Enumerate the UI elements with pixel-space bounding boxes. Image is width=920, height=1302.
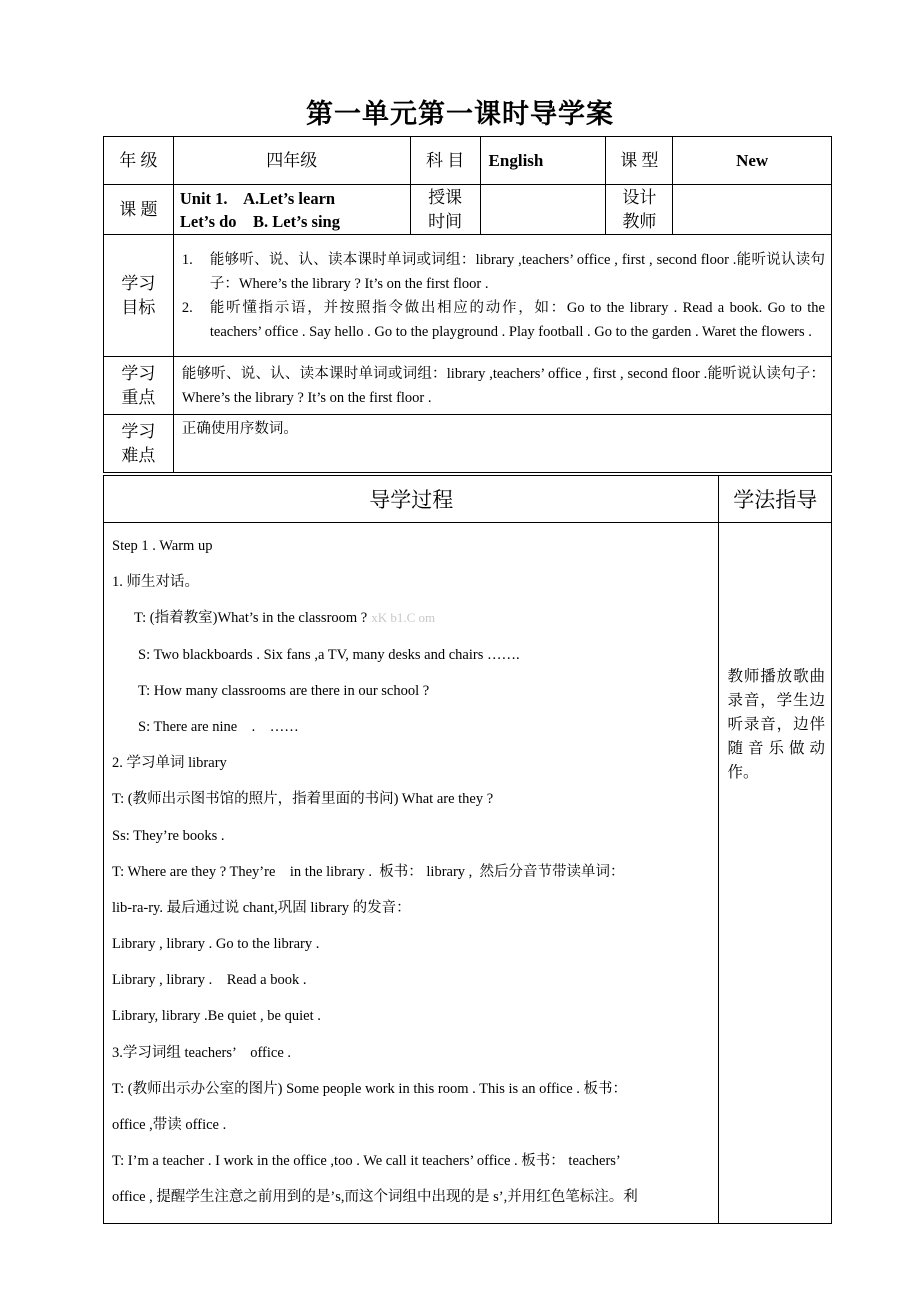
process-line: S: There are nine . …… bbox=[138, 718, 299, 735]
process-line bbox=[112, 603, 710, 639]
process-header: 导学过程 bbox=[104, 476, 719, 523]
lesson-info-table bbox=[103, 136, 832, 473]
teaching-time-label bbox=[410, 185, 480, 235]
teaching-time-label-line-2: 时间 bbox=[428, 211, 463, 231]
subject-label: 科 目 bbox=[410, 137, 480, 185]
process-line: Library, library .Be quiet , be quiet . bbox=[112, 1008, 321, 1025]
key-points-label-line-1: 学习 bbox=[121, 363, 156, 383]
goal-2-text: 能听懂指示语，并按照指令做出相应的动作，如：Go to the library . Read a book. Go to the teachers’ office . Say hello . Go to the playground . Play football . Go to the garden . Waret the flowers . bbox=[209, 299, 825, 340]
guide-header: 学法指导 bbox=[719, 476, 832, 523]
difficulties-label-line-2: 难点 bbox=[121, 445, 156, 465]
process-line: S: Two blackboards . Six fans ,a TV, many desks and chairs ……. bbox=[138, 646, 520, 663]
process-line-text: T: (指着教室)What’s in the classroom ? bbox=[134, 610, 368, 627]
goals-content bbox=[173, 235, 831, 357]
process-line: 1. 师生对话。 bbox=[112, 574, 199, 591]
process-line: 2. 学习单词 library bbox=[112, 755, 227, 772]
designer-label-line-1: 设计 bbox=[622, 187, 657, 207]
process-content bbox=[104, 523, 719, 1224]
difficulties-text: 正确使用序数词。 bbox=[173, 415, 831, 473]
key-points-text: 能够听、说、认、读本课时单词或词组：library ,teachers’ office , first , second floor .能听说认读句子：Where’s the library ? It’s on the first floor . bbox=[173, 357, 831, 415]
page-title: 第一单元第一课时导学案 bbox=[306, 99, 614, 129]
process-line: T: I’m a teacher . I work in the office ,too . We call it teachers’ office . 板书： teachers’ bbox=[112, 1153, 621, 1170]
process-line: Library , library . Read a book . bbox=[112, 972, 307, 989]
goal-item-2 bbox=[182, 296, 825, 344]
process-line: Ss: They’re books . bbox=[112, 827, 225, 844]
goals-label-line-2: 目标 bbox=[121, 297, 156, 317]
grade-value: 四年级 bbox=[173, 137, 410, 185]
goal-item-1 bbox=[182, 248, 825, 296]
goals-label-line-1: 学习 bbox=[121, 273, 156, 293]
key-points-label-line-2: 重点 bbox=[121, 387, 156, 407]
key-points-label bbox=[104, 357, 174, 415]
designer-label bbox=[606, 185, 673, 235]
process-line: T: How many classrooms are there in our school ? bbox=[138, 682, 430, 699]
goal-1-text: 能够听、说、认、读本课时单词或词组：library ,teachers’ office , first , second floor .能听说认读句子：Where’s the library ? It’s on the first floor . bbox=[209, 251, 825, 292]
process-line: Library , library . Go to the library . bbox=[112, 936, 320, 953]
process-line: T: Where are they ? They’re in the library . 板书： library , 然后分音节带读单词： bbox=[112, 863, 625, 880]
process-line: Step 1 . Warm up bbox=[112, 538, 213, 554]
goal-2-number: 2. bbox=[181, 299, 193, 316]
guide-text: 教师播放歌曲录音，学生边听录音，边伴随音乐做动作。 bbox=[719, 523, 832, 1224]
topic-label: 课 题 bbox=[104, 185, 174, 235]
teaching-time-value bbox=[480, 185, 606, 235]
goals-label bbox=[104, 235, 174, 357]
designer-value bbox=[673, 185, 832, 235]
difficulties-label bbox=[104, 415, 174, 473]
type-value: New bbox=[673, 137, 832, 185]
teaching-time-label-line-1: 授课 bbox=[428, 187, 463, 207]
process-table bbox=[103, 475, 832, 1224]
designer-label-line-2: 教师 bbox=[622, 211, 657, 231]
process-line: lib-ra-ry. 最后通过说 chant,巩固 library 的发音： bbox=[112, 899, 411, 916]
grade-label: 年 级 bbox=[104, 137, 174, 185]
difficulties-label-line-1: 学习 bbox=[121, 421, 156, 441]
topic-line-2: Let’s do B. Let’s sing bbox=[179, 211, 340, 231]
subject-value: English bbox=[480, 137, 606, 185]
process-line: T: (教师出示图书馆的照片，指着里面的书问) What are they ? bbox=[112, 791, 494, 808]
goal-1-number: 1. bbox=[181, 251, 193, 268]
watermark-text: xK b1.C om bbox=[371, 610, 436, 626]
process-line: office , 提醒学生注意之前用到的是’s,而这个词组中出现的是 s’,并用红色笔标注。利 bbox=[112, 1189, 638, 1206]
process-line: office ,带读 office . bbox=[112, 1117, 227, 1133]
type-label: 课 型 bbox=[606, 137, 673, 185]
topic-line-1: Unit 1. A.Let’s learn bbox=[179, 188, 336, 208]
process-line: 3.学习词组 teachers’ office . bbox=[112, 1044, 292, 1061]
process-line: T: (教师出示办公室的图片) Some people work in this room . This is an office . 板书： bbox=[112, 1080, 628, 1097]
topic-value bbox=[173, 185, 410, 235]
